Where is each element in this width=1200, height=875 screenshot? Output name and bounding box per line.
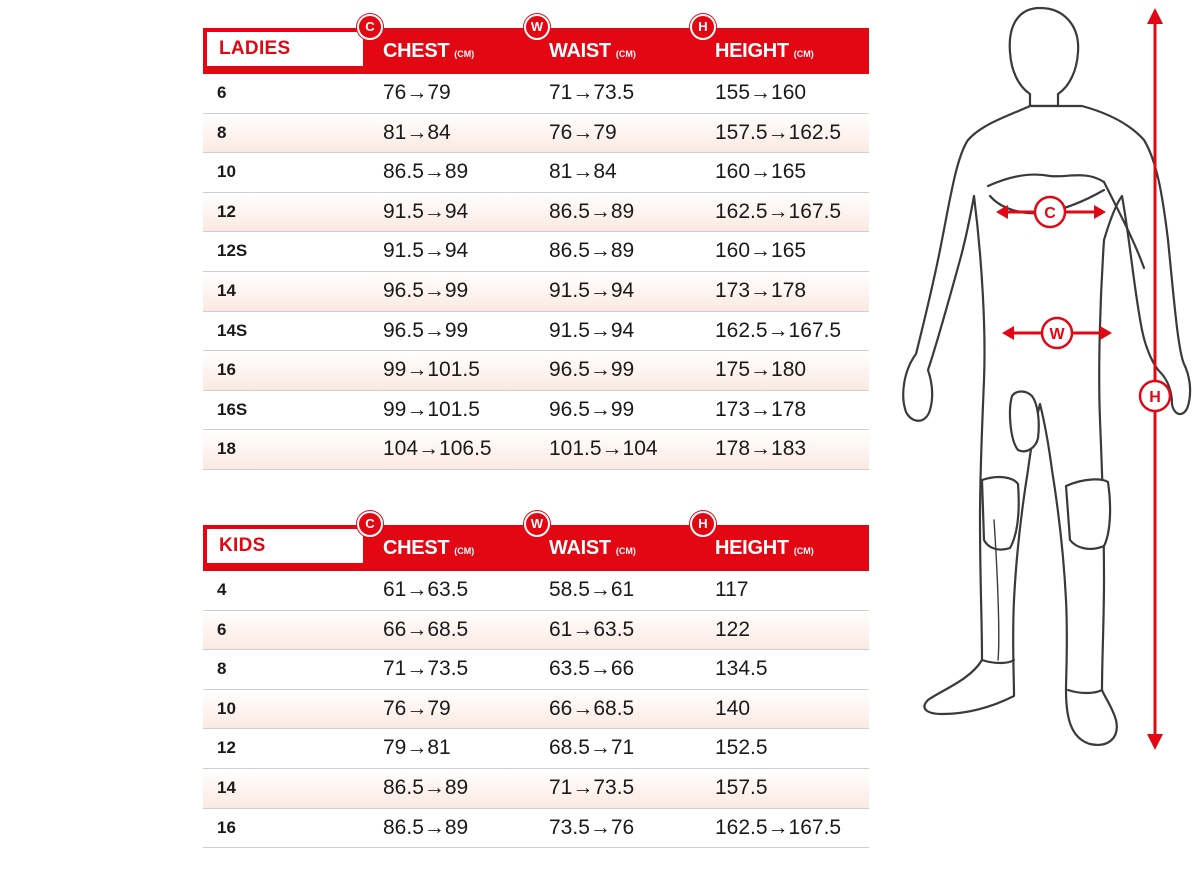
height-cell: 162.5→167.5 [715, 199, 842, 223]
chest-marker-label: C [1044, 205, 1056, 222]
height-header-text: HEIGHT [715, 40, 789, 62]
chest-unit: (CM) [454, 546, 475, 556]
height-cell: 122 [715, 617, 751, 641]
table-row [203, 571, 869, 611]
waist-cell: 81→84 [549, 160, 617, 184]
waist-badge-icon: W [524, 14, 550, 40]
table-row [203, 611, 869, 651]
table-row [203, 650, 869, 690]
size-cell: 14 [217, 280, 236, 300]
waist-cell: 101.5→104 [549, 437, 658, 461]
waist-cell: 61→63.5 [549, 617, 635, 641]
chest-header-text: CHEST [383, 537, 450, 559]
size-cell: 10 [217, 162, 236, 182]
height-badge-icon: H [690, 14, 716, 40]
chest-cell: 76→79 [383, 696, 451, 720]
kids-table-body [203, 571, 869, 848]
chest-cell: 76→79 [383, 81, 451, 104]
chest-unit: (CM) [454, 49, 475, 59]
height-column-header [715, 525, 814, 571]
wetsuit-figure [890, 0, 1200, 875]
table-row [203, 391, 869, 431]
chest-cell: 99→101.5 [383, 397, 480, 421]
waist-cell: 96.5→99 [549, 358, 635, 382]
height-cell: 157.5→162.5 [715, 120, 842, 144]
waist-badge-icon: W [524, 511, 550, 537]
height-cell: 160→165 [715, 160, 807, 184]
size-cell: 16 [217, 817, 236, 837]
waist-marker-label: W [1049, 326, 1065, 343]
height-header-text: HEIGHT [715, 537, 789, 559]
waist-cell: 58.5→61 [549, 578, 635, 601]
body-outline [903, 8, 1190, 745]
table-row [203, 114, 869, 154]
waist-cell: 76→79 [549, 120, 617, 144]
kids-table-header [203, 516, 869, 571]
size-cell: 14 [217, 777, 236, 797]
waist-column-header [549, 525, 636, 571]
size-cell: 14S [217, 320, 248, 340]
height-cell: 157.5 [715, 775, 768, 799]
waist-header-text: WAIST [549, 537, 611, 559]
waist-header-text: WAIST [549, 40, 611, 62]
chest-cell: 96.5→99 [383, 278, 469, 302]
size-cell: 16 [217, 360, 236, 380]
chest-cell: 104→106.5 [383, 437, 492, 461]
chest-cell: 61→63.5 [383, 578, 469, 601]
chest-cell: 71→73.5 [383, 657, 469, 681]
chest-cell: 86.5→89 [383, 775, 469, 799]
waist-cell: 86.5→89 [549, 239, 635, 263]
height-cell: 134.5 [715, 657, 768, 681]
chest-header-text: CHEST [383, 40, 450, 62]
height-cell: 178→183 [715, 437, 807, 461]
size-cell: 18 [217, 439, 236, 459]
waist-cell: 71→73.5 [549, 81, 635, 104]
height-column-header [715, 28, 814, 74]
chest-cell: 81→84 [383, 120, 451, 144]
height-marker-label: H [1149, 389, 1161, 406]
ladies-table-body [203, 74, 869, 470]
waist-cell: 73.5→76 [549, 815, 635, 839]
table-row [203, 809, 869, 849]
height-cell: 175→180 [715, 358, 807, 382]
waist-cell: 68.5→71 [549, 736, 635, 760]
chest-column-header [383, 28, 474, 74]
waist-cell: 91.5→94 [549, 278, 635, 302]
height-cell: 173→178 [715, 278, 807, 302]
chest-cell: 99→101.5 [383, 358, 480, 382]
table-row [203, 430, 869, 470]
size-cell: 12 [217, 201, 236, 221]
table-row [203, 769, 869, 809]
table-row [203, 74, 869, 114]
height-cell: 155→160 [715, 81, 807, 104]
chest-column-header [383, 525, 474, 571]
height-unit: (CM) [793, 49, 814, 59]
chest-badge-icon: C [357, 511, 383, 537]
height-badge-icon: H [690, 511, 716, 537]
ladies-table-header [203, 19, 869, 74]
ladies-group-label: LADIES [205, 30, 365, 68]
height-cell: 160→165 [715, 239, 807, 263]
size-cell: 8 [217, 659, 227, 679]
height-measure-arrow [1147, 8, 1163, 750]
table-row [203, 690, 869, 730]
chest-cell: 86.5→89 [383, 815, 469, 839]
height-cell: 140 [715, 696, 751, 720]
size-cell: 10 [217, 698, 236, 718]
size-cell: 12S [217, 241, 248, 261]
chest-cell: 96.5→99 [383, 318, 469, 342]
height-cell: 162.5→167.5 [715, 318, 842, 342]
ladies-size-table [203, 19, 869, 470]
size-cell: 16S [217, 399, 248, 419]
kids-group-label: KIDS [205, 527, 365, 565]
kids-size-table [203, 516, 869, 848]
chest-cell: 91.5→94 [383, 239, 469, 263]
waist-cell: 86.5→89 [549, 199, 635, 223]
table-row [203, 729, 869, 769]
waist-cell: 71→73.5 [549, 775, 635, 799]
height-unit: (CM) [793, 546, 814, 556]
waist-cell: 96.5→99 [549, 397, 635, 421]
table-row [203, 351, 869, 391]
chest-cell: 66→68.5 [383, 617, 469, 641]
size-cell: 4 [217, 580, 227, 599]
size-cell: 12 [217, 738, 236, 758]
table-row [203, 272, 869, 312]
waist-column-header [549, 28, 636, 74]
wetsuit-figure-drawing [890, 0, 1200, 875]
height-cell: 152.5 [715, 736, 768, 760]
size-cell: 8 [217, 122, 227, 142]
table-row [203, 312, 869, 352]
height-cell: 117 [715, 578, 749, 601]
waist-unit: (CM) [615, 49, 636, 59]
waist-cell: 63.5→66 [549, 657, 635, 681]
size-cell: 6 [217, 83, 227, 102]
chest-cell: 79→81 [383, 736, 451, 760]
chest-cell: 91.5→94 [383, 199, 469, 223]
chest-cell: 86.5→89 [383, 160, 469, 184]
table-row [203, 232, 869, 272]
table-row [203, 193, 869, 233]
size-cell: 6 [217, 619, 227, 639]
height-cell: 173→178 [715, 397, 807, 421]
waist-cell: 66→68.5 [549, 696, 635, 720]
waist-cell: 91.5→94 [549, 318, 635, 342]
chest-badge-icon: C [357, 14, 383, 40]
height-cell: 162.5→167.5 [715, 815, 842, 839]
waist-unit: (CM) [615, 546, 636, 556]
table-row [203, 153, 869, 193]
